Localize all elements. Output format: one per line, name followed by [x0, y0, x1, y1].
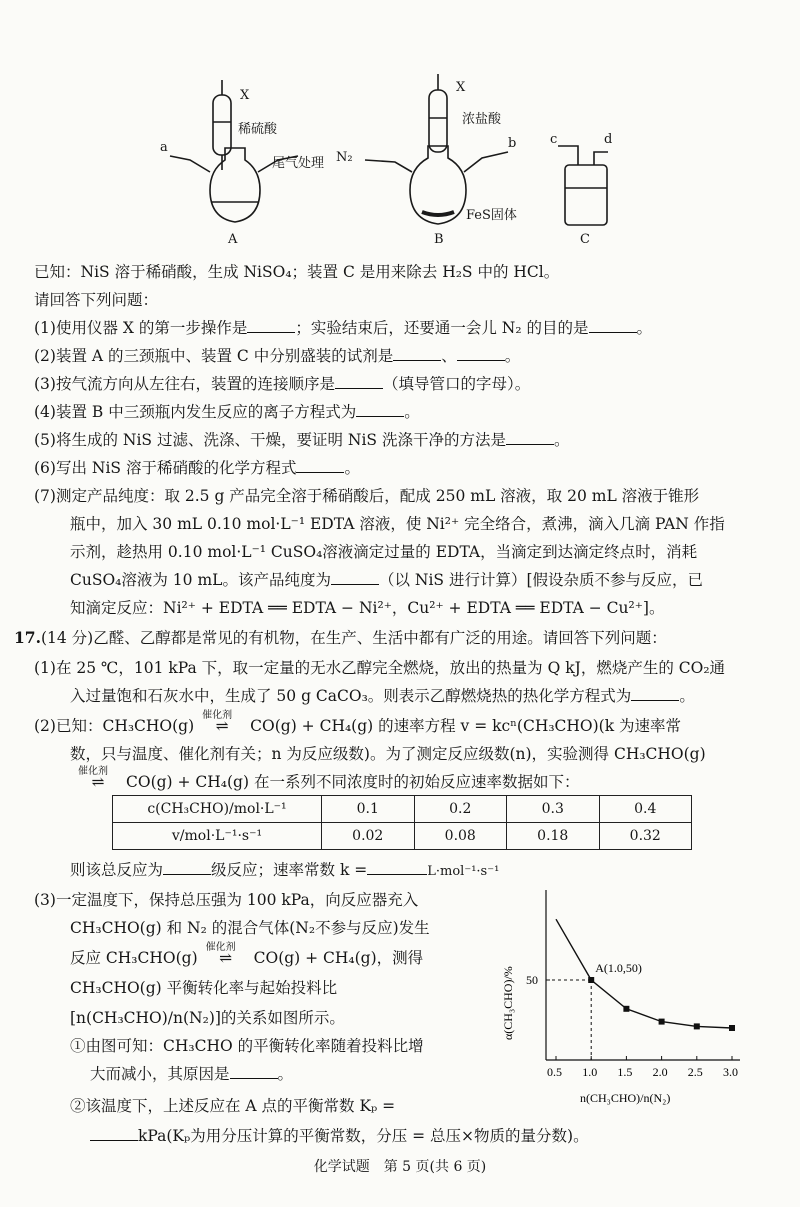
catalyst-label: 催化剂 — [202, 710, 233, 721]
apparatus-b-inlet: N₂ — [336, 150, 353, 165]
q17-part3-line6: ①由图可知：CH₃CHO 的平衡转化率随着投料比增 — [70, 1037, 424, 1055]
q17-part3-line3-b: CO(g) + CH₄(g)，测得 — [253, 949, 424, 967]
answer-blank[interactable] — [589, 318, 637, 333]
q17-intro: (14 分)乙醛、乙醇都是常见的有机物，在生产、生活中都有广泛的用途。请回答下列问题： — [40, 629, 667, 647]
q16-known: 已知：NiS 溶于稀硝酸，生成 NiSO₄；装置 C 是用来除去 H₂S 中的 HCl。 — [34, 263, 560, 281]
q17-part3-line1: (3)一定温度下，保持总压强为 100 kPa，向反应器充入 — [34, 891, 419, 909]
catalyst-arrow — [194, 710, 250, 736]
y-tick-label: 50 — [526, 973, 538, 987]
x-tick-label: 1.0 — [582, 1065, 598, 1079]
q16-part6-text: (6)写出 NiS 溶于稀硝酸的化学方程式 — [34, 459, 297, 477]
apparatus-figure — [150, 60, 620, 260]
table-cell: 0.32 — [599, 823, 692, 850]
q16-part4: (4)装置 B 中三颈瓶内发生反应的离子方程式为 。 — [34, 403, 420, 421]
q16-part7-line2: 瓶中，加入 30 mL 0.10 mol·L⁻¹ EDTA 溶液，使 Ni²⁺ 完全络合，煮沸，滴入几滴 PAN 作指 — [70, 515, 725, 533]
q16-part7-line4 — [70, 570, 703, 590]
table-cell: 0.3 — [507, 796, 600, 823]
answer-blank[interactable] — [367, 860, 427, 875]
q17-part2-line1 — [34, 710, 682, 736]
q17-part2-line2: 数，只与温度、催化剂有关；n 为反应级数)。为了测定反应级数(n)，实验测得 CH₃CHO(g) — [70, 745, 706, 763]
answer-blank[interactable] — [393, 346, 441, 361]
point-a-annotation: A(1.0,50) — [595, 961, 642, 975]
q16-part1: (1)使用仪器 X 的第一步操作是 ；实验结束后，还要通一会儿 N₂ 的目的是 。 — [34, 319, 653, 337]
apparatus-a-reagent: 稀硫酸 — [238, 122, 278, 137]
equilibrium-arrow-icon: ⇌ — [91, 773, 105, 791]
answer-blank[interactable] — [331, 570, 379, 585]
apparatus-b-outlet: b — [508, 136, 517, 151]
equilibrium-arrow-icon: ⇌ — [215, 717, 229, 735]
table-header-cell: c(CH₃CHO)/mol·L⁻¹ — [113, 796, 322, 823]
series-line — [556, 919, 732, 1028]
answer-blank[interactable] — [506, 430, 554, 445]
table-cell: 0.4 — [599, 796, 692, 823]
q16-part1-b: ；实验结束后，还要通一会儿 N₂ 的目的是 — [295, 319, 589, 337]
q16-part7-line4-a: CuSO₄溶液为 10 mL。该产品纯度为 — [70, 571, 331, 589]
q17-part1-line1: (1)在 25 ℃，101 kPa 下，取一定量的无水乙醇完全燃烧，放出的热量为 Q kJ，燃烧产生的 CO₂通 — [34, 659, 726, 677]
q17-part3-line4: CH₃CHO(g) 平衡转化率与起始投料比 — [70, 979, 338, 997]
q16-part2-a: (2)装置 A 的三颈瓶中、装置 C 中分别盛装的试剂是 — [34, 347, 394, 365]
x-tick-label: 0.5 — [547, 1065, 562, 1079]
q17-part3-line2: CH₃CHO(g) 和 N₂ 的混合气体(N₂不参与反应)发生 — [70, 919, 430, 937]
q17-part2-line3 — [70, 766, 580, 792]
q16-part7-line5: 知滴定反应：Ni²⁺ + EDTA ══ EDTA − Ni²⁺，Cu²⁺ + EDTA ══ EDTA − Cu²⁺]。 — [70, 599, 665, 617]
q17-part1-line2-text: 入过量饱和石灰水中，生成了 50 g CaCO₃。则表示乙醇燃烧热的热化学方程式为 — [70, 687, 632, 705]
catalyst-arrow — [198, 942, 254, 968]
answer-blank[interactable] — [247, 318, 295, 333]
table-cell: 0.1 — [322, 796, 415, 823]
x-tick-label: 2.0 — [652, 1065, 668, 1079]
answer-blank[interactable] — [230, 1064, 278, 1079]
x-axis-label: n(CH₃CHO)/n(N₂) — [580, 1091, 671, 1105]
catalyst-label: 催化剂 — [205, 942, 236, 953]
q17-part2-line4-unit: L·mol⁻¹·s⁻¹ — [427, 864, 500, 879]
q17-part3-line7-text: 大而减小，其原因是 — [90, 1065, 230, 1083]
q16-part2: (2)装置 A 的三颈瓶中、装置 C 中分别盛装的试剂是 、 。 — [34, 347, 521, 365]
answer-blank[interactable] — [296, 458, 344, 473]
q16-part5: (5)将生成的 NiS 过滤、洗涤、干燥，要证明 NiS 洗涤干净的方法是 。 — [34, 431, 570, 449]
data-point — [729, 1025, 735, 1031]
q16-part2-sep: 、 — [441, 347, 457, 365]
q17-part3-line7: 大而减小，其原因是 。 — [90, 1065, 294, 1083]
answer-blank[interactable] — [631, 686, 679, 701]
page-footer: 化学试题 第 5 页(共 6 页) — [313, 1159, 487, 1175]
apparatus-b-solid: FeS固体 — [466, 208, 517, 223]
apparatus-a-tail-gas: 尾气处理 — [272, 156, 325, 171]
table-cell: 0.02 — [322, 823, 415, 850]
q16-part1-a: (1)使用仪器 X 的第一步操作是 — [34, 319, 248, 337]
x-tick-label: 3.0 — [723, 1065, 738, 1079]
rate-data-table — [112, 795, 692, 850]
q16-part3-a: (3)按气流方向从左往右，装置的连接顺序是 — [34, 375, 335, 393]
equilibrium-arrow-icon: ⇌ — [219, 949, 233, 967]
q16-part7-line4-b: （以 NiS 进行计算）[假设杂质不参与反应，已 — [378, 571, 703, 589]
q16-part7-line3: 示剂，趁热用 0.10 mol·L⁻¹ CuSO₄溶液滴定过量的 EDTA，当滴定到达滴定终点时，消耗 — [70, 543, 698, 561]
apparatus-a-letter: A — [228, 232, 238, 247]
apparatus-a-outlet: a — [160, 140, 168, 155]
q16-part6: (6)写出 NiS 溶于稀硝酸的化学方程式 。 — [34, 459, 360, 477]
answer-blank[interactable] — [90, 1126, 138, 1141]
table-row — [113, 796, 692, 823]
apparatus-c-port-c: c — [550, 132, 558, 147]
answer-blank[interactable] — [457, 346, 505, 361]
q17-part2-line4-b: 级反应；速率常数 k = — [211, 861, 368, 879]
answer-blank[interactable] — [335, 374, 383, 389]
q17-part1-line2: 入过量饱和石灰水中，生成了 50 g CaCO₃。则表示乙醇燃烧热的热化学方程式为 。 — [70, 687, 695, 705]
answer-blank[interactable] — [356, 402, 404, 417]
q17-part3-line3 — [70, 942, 424, 968]
answer-blank[interactable] — [163, 860, 211, 875]
data-point — [694, 1023, 700, 1029]
q17-part3-line5: [n(CH₃CHO)/n(N₂)]的关系如图所示。 — [70, 1009, 345, 1027]
q16-part7-line1: (7)测定产品纯度：取 2.5 g 产品完全溶于稀硝酸后，配成 250 mL 溶液，取 20 mL 溶液于锥形 — [34, 487, 700, 505]
q17-heading — [14, 628, 667, 648]
table-cell: 0.2 — [414, 796, 507, 823]
x-tick-label: 2.5 — [687, 1065, 703, 1079]
q16-part4-text: (4)装置 B 中三颈瓶内发生反应的离子方程式为 — [34, 403, 357, 421]
apparatus-b-letter: B — [434, 232, 444, 247]
catalyst-arrow — [70, 766, 126, 792]
apparatus-c-port-d: d — [604, 132, 613, 147]
q17-part2-line1-b: CO(g) + CH₄(g) 的速率方程 v = kcⁿ(CH₃CHO)(k 为速率常 — [250, 717, 682, 735]
data-point — [659, 1019, 665, 1025]
table-row — [113, 823, 692, 850]
q16-part3 — [34, 374, 530, 394]
conversion-chart — [500, 880, 750, 1110]
q17-part2-line1-a: (2)已知：CH₃CHO(g) — [34, 717, 195, 735]
apparatus-b-reagent: 浓盐酸 — [462, 112, 502, 127]
apparatus-a-funnel-label: X — [240, 88, 250, 103]
x-tick-label: 1.5 — [617, 1065, 633, 1079]
table-cell: 0.08 — [414, 823, 507, 850]
y-axis-label: α(CH₃CHO)/% — [501, 966, 515, 1040]
apparatus-c-letter: C — [580, 232, 590, 247]
q16-part3-b: （填导管口的字母）。 — [382, 375, 531, 393]
q16-prompt: 请回答下列问题： — [34, 291, 159, 309]
q17-part3-line9-text: kPa(Kₚ为用分压计算的平衡常数，分压 = 总压×物质的量分数)。 — [138, 1127, 589, 1145]
apparatus-b-funnel-label: X — [456, 80, 466, 95]
q16-part5-text: (5)将生成的 NiS 过滤、洗涤、干燥，要证明 NiS 洗涤干净的方法是 — [34, 431, 506, 449]
q17-part3-line3-a: 反应 CH₃CHO(g) — [70, 949, 198, 967]
q17-part2-line4-a: 则该总反应为 — [70, 861, 164, 879]
q17-part3-line8: ②该温度下，上述反应在 A 点的平衡常数 Kₚ = — [70, 1097, 396, 1115]
table-cell: 0.18 — [507, 823, 600, 850]
q17-part3-line9 — [90, 1126, 589, 1146]
q17-part2-line4 — [70, 860, 499, 882]
table-header-cell: v/mol·L⁻¹·s⁻¹ — [113, 823, 322, 850]
catalyst-label: 催化剂 — [78, 766, 108, 777]
q17-part2-line3-text: CO(g) + CH₄(g) 在一系列不同浓度时的初始反应速率数据如下： — [126, 773, 580, 791]
q17-number: 17. — [14, 628, 41, 647]
data-point — [623, 1006, 629, 1012]
